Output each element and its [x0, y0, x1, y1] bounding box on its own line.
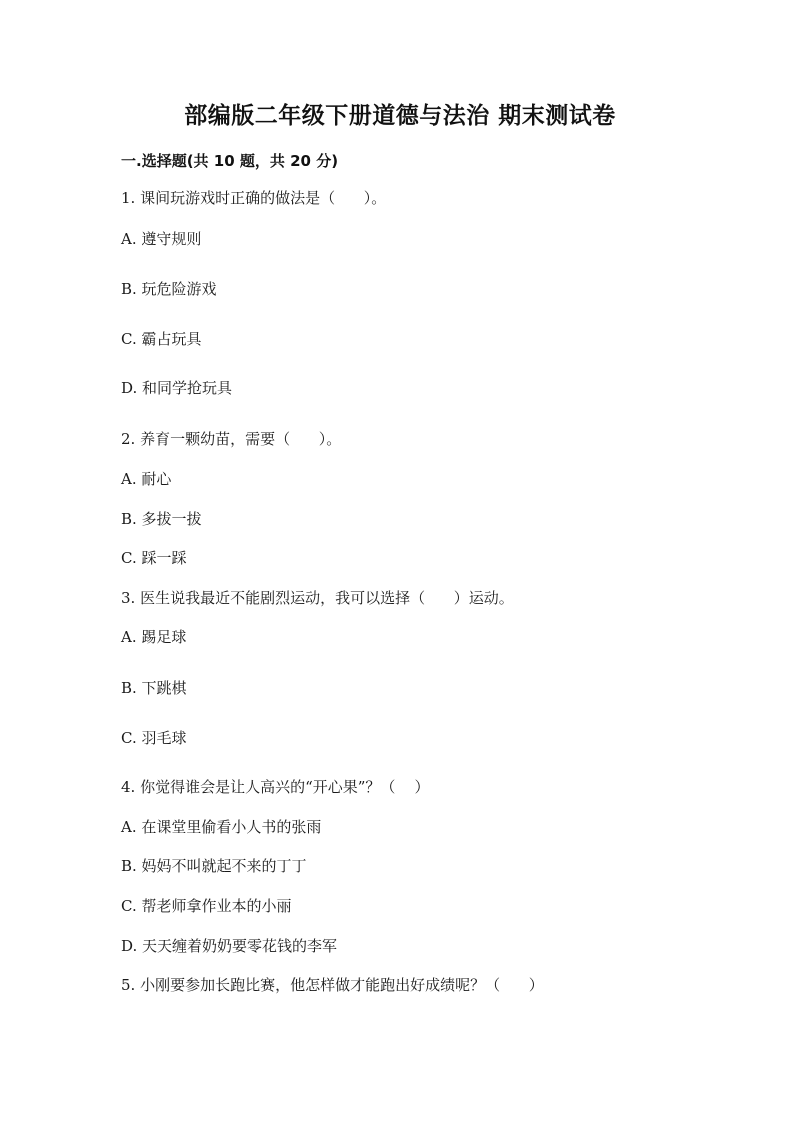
- question-1-option-a: A. 遵守规则: [121, 230, 202, 248]
- question-3-option-a: A. 踢足球: [121, 628, 187, 646]
- question-5-stem: 5. 小刚要参加长跑比赛，他怎样做才能跑出好成绩呢？（ ）: [121, 976, 544, 994]
- question-3-stem: 3. 医生说我最近不能剧烈运动，我可以选择（ ）运动。: [121, 589, 514, 607]
- question-2-stem: 2. 养育一颗幼苗，需要（ ）。: [121, 430, 342, 448]
- question-1-stem: 1. 课间玩游戏时正确的做法是（ ）。: [121, 189, 387, 207]
- question-4-option-d: D. 天天缠着奶奶要零花钱的李军: [121, 937, 338, 955]
- page-title: 部编版二年级下册道德与法治 期末测试卷: [184, 103, 616, 129]
- question-1-option-c: C. 霸占玩具: [121, 330, 202, 348]
- question-2-option-a: A. 耐心: [121, 470, 172, 488]
- question-4-option-b: B. 妈妈不叫就起不来的丁丁: [121, 857, 307, 875]
- question-2-option-b: B. 多拔一拔: [121, 510, 202, 528]
- question-4-option-a: A. 在课堂里偷看小人书的张雨: [121, 818, 322, 836]
- section-heading: 一.选择题(共 10 题，共 20 分): [121, 152, 339, 170]
- question-4-stem: 4. 你觉得谁会是让人高兴的“开心果”？（ ）: [121, 778, 430, 796]
- question-1-option-d: D. 和同学抢玩具: [121, 379, 233, 397]
- question-3-option-b: B. 下跳棋: [121, 679, 187, 697]
- question-4-option-c: C. 帮老师拿作业本的小丽: [121, 897, 292, 915]
- question-3-option-c: C. 羽毛球: [121, 729, 187, 747]
- question-2-option-c: C. 踩一踩: [121, 549, 187, 567]
- question-1-option-b: B. 玩危险游戏: [121, 280, 217, 298]
